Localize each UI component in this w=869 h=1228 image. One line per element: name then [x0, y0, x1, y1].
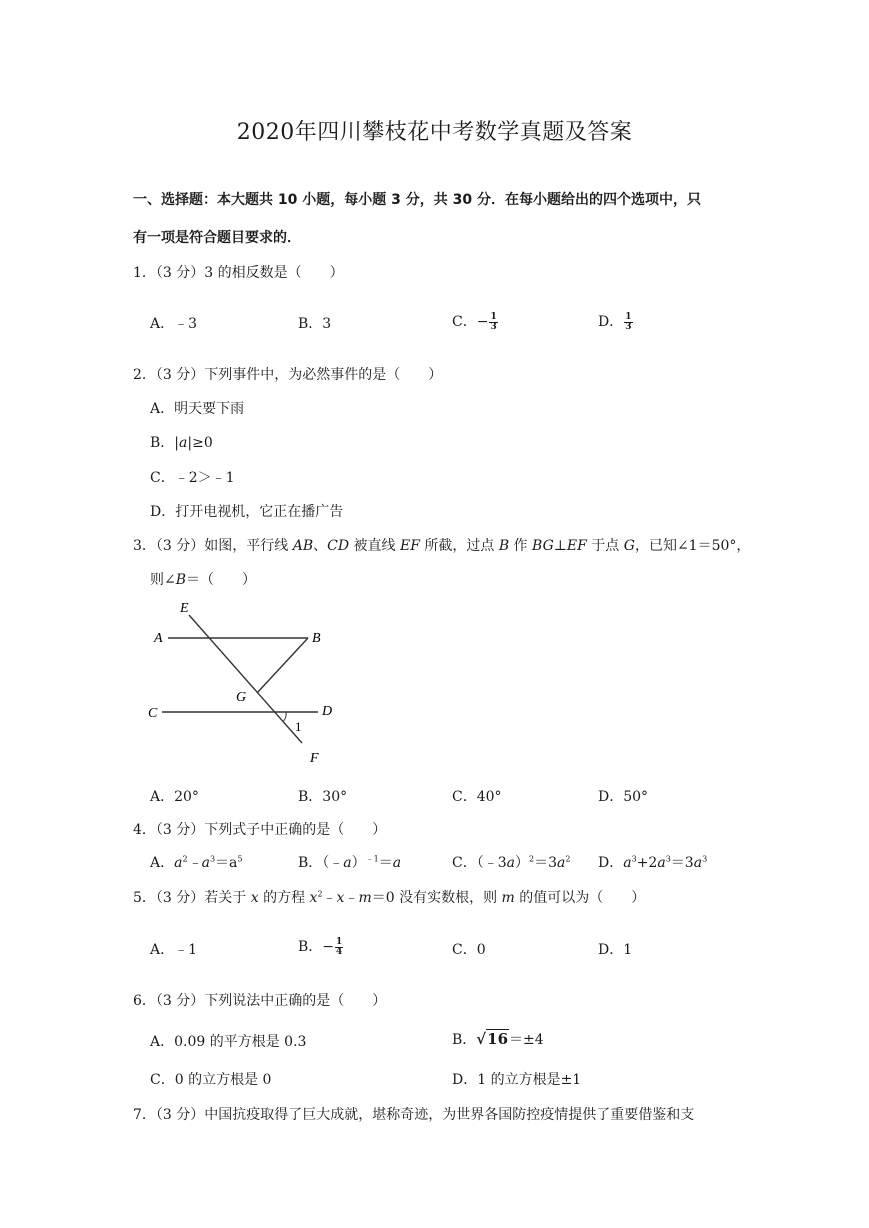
q5-var-x3: x — [336, 890, 345, 906]
q5-b-num: 1 — [336, 936, 343, 947]
q5-option-a: A．﹣1 — [150, 942, 198, 958]
q1-option-d-fraction — [624, 313, 632, 332]
q1-option-c-prefix: C．− — [452, 314, 489, 330]
q3-stem-text-3: 所截，过点 — [419, 538, 499, 554]
q4-d-mid: +2 — [636, 855, 658, 871]
q2-option-c: C．﹣2＞﹣1 — [150, 470, 235, 486]
q2-b-suffix: |≥0 — [187, 435, 213, 451]
q1-option-b: B．3 — [298, 316, 332, 332]
q4-option-b — [298, 852, 401, 872]
section-heading — [133, 181, 753, 257]
q4-b-mid: ） — [351, 855, 366, 871]
q5-sup: 2 — [317, 889, 323, 899]
label-g: G — [236, 690, 247, 705]
q4-c-result: a — [557, 855, 566, 871]
q1-d-num: 1 — [625, 311, 632, 322]
q4-d-var2: a — [657, 855, 666, 871]
q4-d-var3: a — [693, 855, 703, 871]
q5-option-b — [298, 936, 343, 957]
q4-c-mid: ） — [514, 855, 529, 871]
page-title: 2020年四川攀枝花中考数学真题及答案 — [236, 120, 633, 145]
q6-b-eq: ＝ — [509, 1032, 524, 1048]
q3-var-cd: CD — [327, 538, 350, 554]
q1-c-num: 1 — [490, 311, 497, 322]
q3-sep: 、 — [313, 538, 328, 554]
q6-b-radicand: 16 — [487, 1030, 509, 1048]
q3-option-d: D．50° — [598, 789, 649, 805]
question-2-stem: 2．（3 分）下列事件中，为必然事件的是（ ） — [133, 367, 443, 383]
q3-option-b: B．30° — [298, 789, 348, 805]
label-d: D — [322, 704, 333, 719]
q5-stem-5: ＝0 没有实数根，则 — [371, 890, 502, 906]
q6-option-c: C．0 的立方根是 0 — [150, 1072, 272, 1088]
q5-stem-6: 的值可以为（ ） — [514, 890, 646, 906]
q4-c-sup2: 2 — [565, 854, 571, 864]
label-a: A — [154, 631, 163, 646]
q2-option-d: D．打开电视机，它正在播广告 — [150, 504, 344, 520]
q4-a-var1: a — [174, 855, 183, 871]
angle-1-arc — [283, 712, 286, 722]
question-7-stem: 7．（3 分）中国抗疫取得了巨大成就，堪称奇迹，为世界各国防控疫情提供了重要借鉴和支 — [133, 1107, 695, 1123]
section-heading-line2: 有一项是符合题目要求的． — [133, 230, 301, 246]
label-e: E — [180, 601, 189, 616]
q1-option-d-prefix: D． — [598, 314, 624, 330]
q4-d-var1: a — [623, 855, 632, 871]
label-b: B — [312, 631, 321, 646]
q4-d-sup3: 3 — [702, 854, 708, 864]
q4-option-c — [452, 852, 570, 872]
line-ef — [189, 615, 302, 743]
q4-b-sup: ﹣1 — [365, 854, 379, 864]
q4-d-sup2: 3 — [665, 854, 671, 864]
q4-a-prefix: A． — [150, 855, 175, 871]
q3-option-a: A．20° — [150, 789, 199, 805]
q4-d-sup1: 3 — [631, 854, 637, 864]
q3-var-ab: AB — [292, 538, 314, 554]
q4-c-sup: 2 — [528, 854, 535, 864]
q3-stem-text-2: 被直线 — [349, 538, 400, 554]
q6-option-b — [452, 1029, 544, 1049]
label-angle-1: 1 — [295, 719, 302, 734]
q6-b-sqrt — [476, 1029, 509, 1048]
q3-option-c: C．40° — [452, 789, 502, 805]
q4-d-eq: ＝3 — [670, 855, 694, 871]
q4-a-sup3: 5 — [237, 854, 243, 864]
q3-stem-text-5: 于点 — [586, 538, 624, 554]
q1-option-c-fraction — [489, 313, 497, 332]
q5-stem-2: 的方程 — [258, 890, 310, 906]
q4-b-var: a — [343, 855, 352, 871]
q4-a-sup2: 3 — [209, 854, 216, 864]
q3-var-bg-ef: BG⊥EF — [532, 538, 587, 554]
label-f: F — [310, 751, 319, 766]
q6-b-prefix: B． — [452, 1032, 477, 1048]
q4-a-result: ＝a — [215, 855, 238, 871]
q4-a-sup1: 2 — [182, 854, 188, 864]
q3-line2-prefix: 则∠ — [150, 572, 176, 588]
q5-var-x2: x — [309, 890, 318, 906]
question-6-stem: 6．（3 分）下列说法中正确的是（ ） — [133, 993, 387, 1009]
q4-option-d — [598, 852, 707, 872]
q5-b-den: 4 — [336, 946, 343, 957]
q4-a-var2: ﹣a — [187, 855, 210, 871]
q4-b-result: a — [392, 855, 402, 871]
q5-stem-4: ﹣ — [344, 890, 359, 906]
question-1-stem: 1．（3 分）3 的相反数是（ ） — [133, 265, 344, 281]
q2-option-a: A．明天要下雨 — [150, 401, 245, 417]
q3-line2-var: B — [175, 572, 187, 588]
q1-option-c — [452, 311, 498, 332]
q2-b-var: a — [179, 435, 188, 451]
q3-stem-text-4: 作 — [509, 538, 533, 554]
q5-b-prefix: B．− — [298, 939, 335, 955]
q5-option-d: D．1 — [598, 942, 633, 958]
q5-var-m: m — [358, 890, 372, 906]
q2-b-prefix: B．| — [150, 435, 180, 451]
q3-var-g: G — [623, 538, 635, 554]
q3-stem-text-6: ，已知∠1＝50°， — [634, 538, 751, 554]
q4-b-prefix: B．（﹣ — [298, 855, 344, 871]
q1-option-a: A．﹣3 — [150, 316, 198, 332]
q5-stem-1: 5．（3 分）若关于 — [133, 890, 251, 906]
q4-d-prefix: D． — [598, 855, 624, 871]
label-c: C — [148, 706, 158, 721]
question-3-stem-line2 — [150, 569, 256, 589]
q5-var-x: x — [250, 890, 259, 906]
q2-option-b — [150, 432, 213, 452]
q3-geometry-figure — [140, 597, 340, 772]
q5-var-m2: m — [501, 890, 515, 906]
q4-c-prefix: C．（﹣3 — [452, 855, 507, 871]
q3-stem-text-1: 3．（3 分）如图，平行线 — [133, 538, 293, 554]
q3-line2-suffix: ＝（ ） — [186, 572, 257, 588]
q4-option-a — [150, 852, 242, 872]
q3-var-b: B — [498, 538, 510, 554]
q5-b-fraction — [335, 938, 343, 957]
q6-b-result: ±4 — [523, 1032, 544, 1048]
q1-c-den: 3 — [490, 321, 497, 332]
q1-option-d — [598, 311, 633, 332]
q5-stem-3: ﹣ — [322, 890, 337, 906]
question-3-stem — [133, 535, 750, 555]
q4-c-eq: ＝3 — [534, 855, 557, 871]
q1-d-den: 3 — [625, 321, 632, 332]
q5-option-c: C．0 — [452, 942, 486, 958]
q6-option-a: A．0.09 的平方根是 0.3 — [150, 1034, 307, 1050]
segment-bg — [257, 638, 308, 693]
q4-b-eq: ＝ — [378, 855, 393, 871]
q6-b-sqrt-sign: √ — [476, 1030, 487, 1048]
question-5-stem — [133, 887, 645, 907]
question-4-stem: 4．（3 分）下列式子中正确的是（ ） — [133, 822, 387, 838]
q3-var-ef: EF — [399, 538, 420, 554]
q4-c-var: a — [506, 855, 515, 871]
section-heading-line1: 一、选择题：本大题共 10 小题，每小题 3 分，共 30 分．在每小题给出的四个选项中，只 — [133, 192, 701, 208]
q6-option-d: D．1 的立方根是±1 — [452, 1072, 582, 1088]
